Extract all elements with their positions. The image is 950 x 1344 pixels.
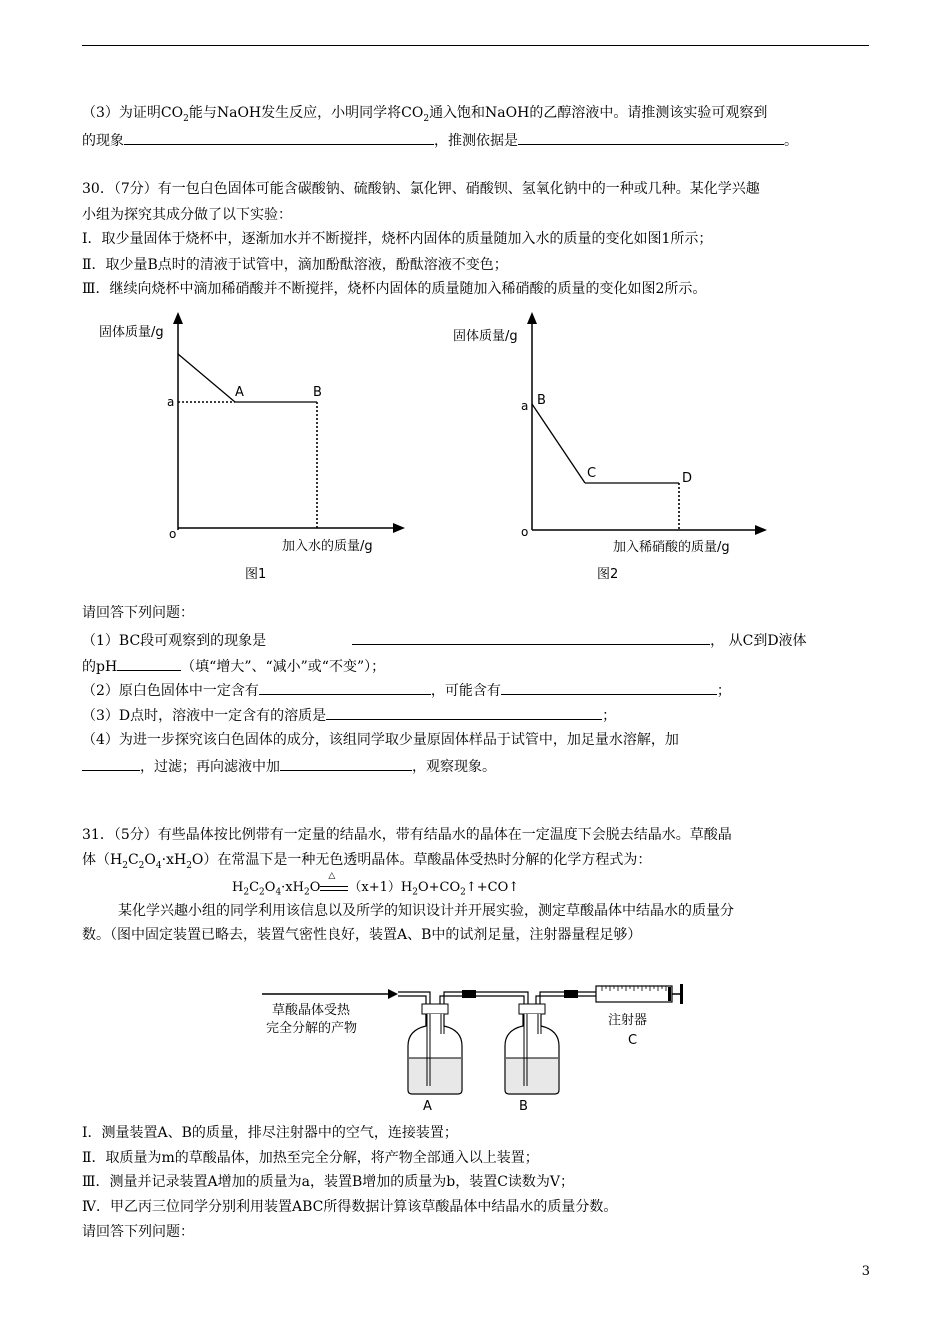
q31-step3: Ⅲ．测量并记录装置A增加的质量为a，装置B增加的质量为b，装置C读数为V； bbox=[82, 1174, 575, 1190]
decomposition-equation: $H_2C_2O_4\cdot xH_2O$ △ $(x+1)H_2O+CO_2↑+CO↑$ bbox=[232, 871, 520, 898]
fig1-xlabel: 加入水的质量/g bbox=[282, 539, 373, 554]
fig2-ylabel: 固体质量/g bbox=[453, 329, 518, 344]
q29-part3-line2: 的现象 ，推测依据是 。 bbox=[82, 130, 798, 150]
answer-blank[interactable] bbox=[82, 756, 140, 771]
q30-answer3: （3）D点时，溶液中一定含有的溶质是 ； bbox=[82, 705, 616, 725]
q30-step3: Ⅲ．继续向烧杯中滴加稀硝酸并不断搅拌，烧杯内固体的质量随加入稀硝酸的质量的变化如图2所示。 bbox=[82, 281, 707, 297]
fig2-a-tick: a bbox=[521, 399, 529, 413]
q30-answer1-line1: （1）BC段可观察到的现象是 ， 从C到D液体 bbox=[82, 630, 807, 650]
q30-ask: 请回答下列问题： bbox=[82, 605, 194, 621]
syringe bbox=[596, 984, 683, 1004]
fig1-a-tick: a bbox=[167, 395, 175, 409]
q30-title: 30．（7分）有一包白色固体可能含碳酸钠、硫酸钠、氯化钾、硝酸钡、氢氧化钠中的一种或几种。某化学兴趣 bbox=[82, 181, 760, 197]
q30-answer4-line1: （4）为进一步探究该白色固体的成分，该组同学取少量原固体样品于试管中，加足量水溶解，加 bbox=[82, 732, 679, 748]
q30-answer2: （2）原白色固体中一定含有 ，可能含有 ； bbox=[82, 680, 731, 700]
q30-title-cont: 小组为探究其成分做了以下实验： bbox=[82, 207, 292, 223]
fig1-point-B: B bbox=[313, 385, 322, 400]
fig2-point-C: C bbox=[587, 466, 597, 481]
q31-ask: 请回答下列问题： bbox=[82, 1224, 194, 1240]
q29-part3-line1: （3）为证明$CO_2$能与NaOH发生反应，小明同学将$CO_2$通入饱和NaOH的乙醇溶液中。请推测该实验可观察到 bbox=[82, 105, 768, 124]
figure-2 bbox=[445, 310, 785, 594]
fig1-caption: 图1 bbox=[245, 567, 267, 582]
q31-para1: 某化学兴趣小组的同学利用该信息以及所学的知识设计并开展实验，测定草酸晶体中结晶水的质量分 bbox=[118, 903, 734, 919]
q30-step2: Ⅱ．取少量B点时的清液于试管中，滴加酚酞溶液，酚酞溶液不变色； bbox=[82, 257, 508, 273]
syringe-label: 注射器 bbox=[608, 1013, 648, 1028]
fig2-caption: 图2 bbox=[597, 567, 619, 582]
q30-step1: Ⅰ．取少量固体于烧杯中，逐渐加水并不断搅拌，烧杯内固体的质量随加入水的质量的变化如图1所示； bbox=[82, 231, 713, 247]
fig2-xlabel: 加入稀硝酸的质量/g bbox=[613, 540, 730, 555]
fig2-point-B: B bbox=[537, 393, 546, 408]
answer-blank[interactable] bbox=[124, 130, 434, 145]
label-A: A bbox=[423, 1099, 432, 1114]
figure-1 bbox=[95, 310, 415, 594]
q31-step2: Ⅱ．取质量为m的草酸晶体，加热至完全分解，将产物全部通入以上装置； bbox=[82, 1150, 539, 1166]
answer-blank[interactable] bbox=[352, 630, 710, 645]
fig1-ylabel: 固体质量/g bbox=[99, 325, 164, 340]
label-C: C bbox=[628, 1033, 638, 1048]
q31-step4: Ⅳ．甲乙丙三位同学分别利用装置ABC所得数据计算该草酸晶体中结晶水的质量分数。 bbox=[82, 1199, 618, 1215]
answer-blank[interactable] bbox=[117, 656, 181, 671]
bottle-A bbox=[408, 1004, 462, 1094]
q31-para2: 数。（图中固定装置已略去，装置气密性良好，装置A、B中的试剂足量，注射器量程足够） bbox=[82, 927, 642, 943]
fig2-point-D: D bbox=[682, 471, 693, 486]
header-rule bbox=[82, 45, 869, 46]
q30-answer4-line2: ，过滤；再向滤液中加 ，观察现象。 bbox=[82, 756, 496, 776]
fig2-origin: o bbox=[521, 525, 529, 539]
q31-step1: Ⅰ．测量装置A、B的质量，排尽注射器中的空气，连接装置； bbox=[82, 1125, 458, 1141]
answer-blank[interactable] bbox=[518, 130, 784, 145]
page-number: 3 bbox=[861, 1264, 870, 1279]
answer-blank[interactable] bbox=[326, 705, 602, 720]
equals-sign: △ bbox=[320, 880, 348, 891]
feed-label-1: 草酸晶体受热 bbox=[272, 1003, 351, 1018]
bottle-B bbox=[505, 1004, 559, 1094]
answer-blank[interactable] bbox=[259, 680, 431, 695]
label-B: B bbox=[519, 1099, 528, 1114]
answer-blank[interactable] bbox=[280, 756, 412, 771]
fig1-point-A: A bbox=[235, 385, 244, 400]
answer-blank[interactable] bbox=[501, 680, 717, 695]
apparatus-figure bbox=[262, 974, 692, 1120]
feed-label-2: 完全分解的产物 bbox=[266, 1021, 358, 1036]
q31-title: 31．（5分）有些晶体按比例带有一定量的结晶水，带有结晶水的晶体在一定温度下会脱去结晶水。草酸晶 bbox=[82, 827, 732, 843]
fig1-origin: o bbox=[169, 527, 177, 541]
q31-title-cont: 体$(H_2C_2O_4\cdot xH_2O)$在常温下是一种无色透明晶体。草酸晶体受热时分解的化学方程式为： bbox=[82, 852, 652, 871]
q30-answer1-line2: 的pH （填“增大”、“减小”或“不变”）； bbox=[82, 656, 385, 676]
